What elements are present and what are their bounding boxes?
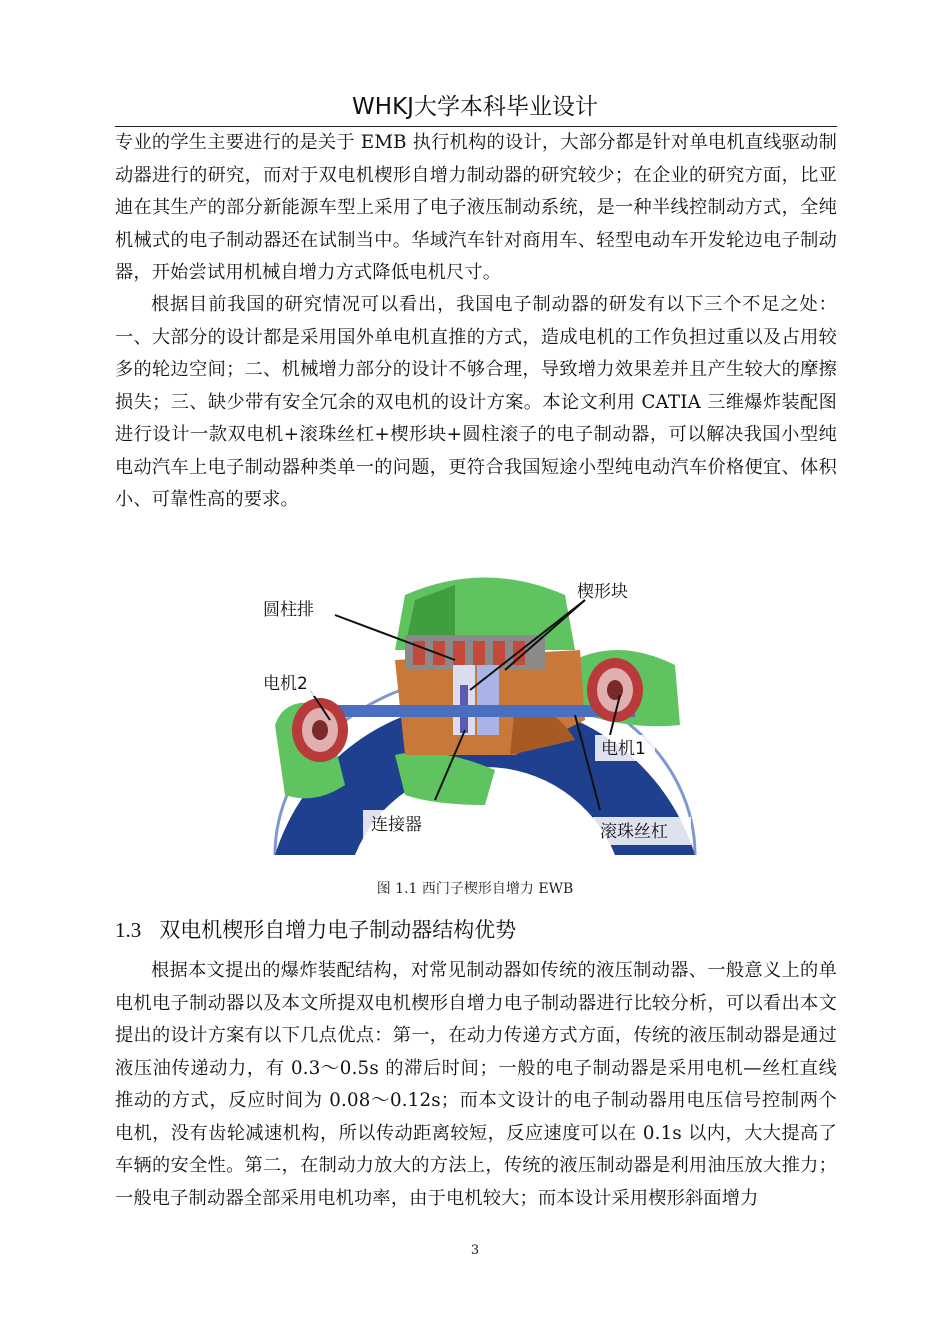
paragraph-1: 专业的学生主要进行的是关于 EMB 执行机构的设计，大部分都是针对单电机直线驱动制动器进行的研究，而对于双电机楔形自增力制动器的研究较少；在企业的研究方面，比亚迪在其生产的部分新能源车型上采用了电子液压制动系统，是一种半线控制动方式，全纯机械式的电子制动器还在试制当中。华域汽车针对商用车、轻型电动车开发轮边电子制动器，开始尝试用机械自增力方式降低电机尺寸。	[115, 132, 837, 283]
motor-2-shape	[292, 698, 348, 762]
ball-screw-shaft	[335, 705, 635, 717]
label-motor2: 电机2	[263, 674, 308, 694]
section-number: 1.3	[115, 918, 142, 942]
page-number: 3	[470, 1243, 480, 1258]
section-heading	[115, 914, 516, 944]
section-title: 双电机楔形自增力电子制动器结构优势	[159, 918, 517, 942]
label-cylinder-row: 圆柱排	[263, 600, 314, 620]
label-ball-screw: 滚珠丝杠	[600, 822, 668, 842]
paragraph-3: 根据本文提出的爆炸装配结构，对常见制动器如传统的液压制动器、一般意义上的单电机电子制动器以及本文所提双电机楔形自增力电子制动器进行比较分析，可以看出本文提出的设计方案有以下几点优点：第一，在动力传递方式方面，传统的液压制动器是通过液压油传递动力，有 0.3～0.5s 的滞后时间；一般的电子制动器是采用电机—丝杠直线推动的方式，反应时间为 0.08～0.12s；而本文设计的电子制动器用电压信号控制两个电机，没有齿轮减速机构，所以传动距离较短，反应速度可以在 0.1s 以内，大大提高了车辆的安全性。第二，在制动力放大的方法上，传统的液压制动器是利用油压放大推力；一般电子制动器全部采用电机功率，由于电机较大；而本设计采用楔形斜面增力	[115, 960, 837, 1209]
ewb-figure	[255, 555, 715, 855]
label-wedge-block: 楔形块	[577, 582, 628, 602]
page-header-title: WHKJ大学本科毕业设计	[352, 94, 598, 120]
label-motor1: 电机1	[601, 739, 646, 759]
figure-caption: 图 1.1 西门子楔形自增力 EWB	[376, 881, 574, 897]
label-connector: 连接器	[371, 815, 422, 835]
paragraph-2: 根据目前我国的研究情况可以看出，我国电子制动器的研发有以下三个不足之处：一、大部分的设计都是采用国外单电机直推的方式，造成电机的工作负担过重以及占用较多的轮边空间；二、机械增力部分的设计不够合理，导致增力效果差并且产生较大的摩擦损失；三、缺少带有安全冗余的双电机的设计方案。本论文利用 CATIA 三维爆炸装配图进行设计一款双电机+滚珠丝杠+楔形块+圆柱滚子的电子制动器，可以解决我国小型纯电动汽车上电子制动器种类单一的问题，更符合我国短途小型纯电动汽车价格便宜、体积小、可靠性高的要求。	[115, 294, 837, 510]
